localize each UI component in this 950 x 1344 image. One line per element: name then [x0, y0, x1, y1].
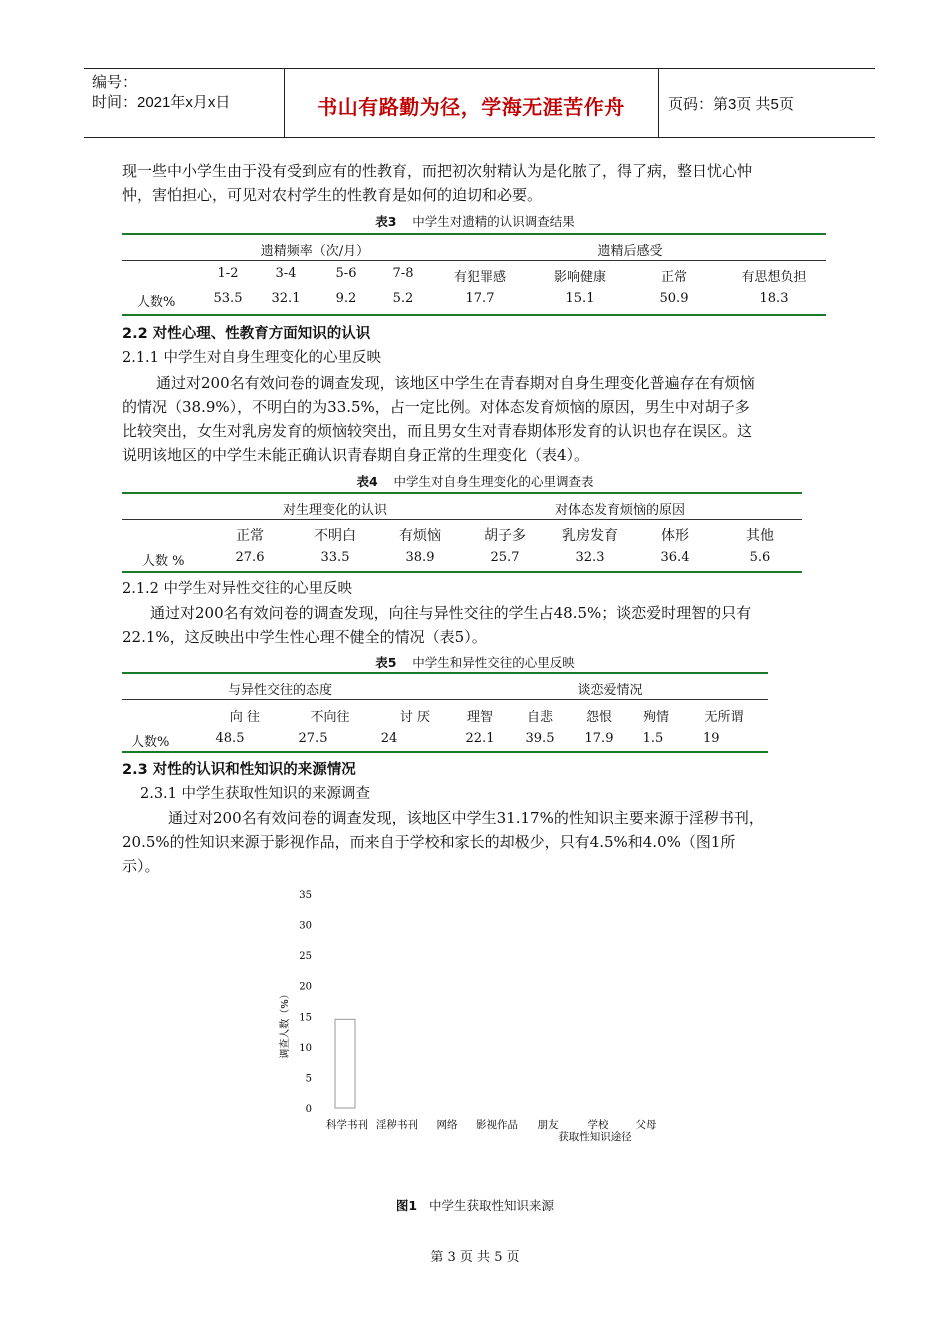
para-2-3-1-line: 示）。 — [122, 857, 160, 875]
table4-group2: 对体态发育烦恼的原因 — [554, 503, 685, 518]
para-2-3-1-line: 通过对200名有效问卷的调查发现，该地区中学生31.17%的性知识主要来源于淫秽书刊， — [168, 809, 764, 827]
table5-col: 无所谓 — [704, 710, 744, 725]
table5-cell: 39.5 — [525, 731, 555, 746]
table5-col: 殉情 — [642, 710, 669, 725]
x-axis-categories — [326, 1118, 657, 1131]
table4-cell: 27.6 — [235, 550, 265, 565]
table4-group1: 对生理变化的认识 — [282, 503, 387, 518]
section-2-3-heading: 2.3 对性的认识和性知识的来源情况 — [122, 762, 356, 778]
table4-col: 不明白 — [314, 528, 356, 544]
table4-col: 乳房发育 — [562, 528, 618, 544]
table4-bottom-rule — [122, 571, 802, 573]
para-2-1-1-line: 的情况（38.9%），不明白的为33.5%，占一定比例。对体态发育烦恼的原因，男生中对胡子多 — [122, 398, 750, 416]
table5-caption-num: 表5 — [375, 655, 397, 670]
table3-col: 有思想负担 — [741, 270, 807, 285]
y-tick-label: 15 — [299, 1012, 312, 1024]
table5-bottom-rule — [122, 751, 768, 753]
bar — [335, 1019, 355, 1108]
table5-group2: 谈恋爱情况 — [577, 683, 643, 698]
table4-caption-text: 中学生对自身生理变化的心里调查表 — [393, 474, 594, 489]
table3-cell: 17.7 — [465, 291, 495, 306]
x-category-label: 网络 — [436, 1119, 458, 1131]
table3-caption-num: 表3 — [375, 214, 397, 229]
page-label: 页码：第3页 共5页 — [668, 96, 794, 113]
table4-cell: 5.6 — [749, 550, 771, 565]
table4-cell: 25.7 — [490, 550, 520, 565]
x-category-label: 朋友 — [537, 1119, 559, 1131]
x-category-label: 淫秽书刊 — [376, 1119, 418, 1131]
figure1-caption-text: 中学生获取性知识来源 — [429, 1198, 555, 1213]
table3-col: 7-8 — [392, 266, 414, 281]
table3-col: 有犯罪感 — [453, 270, 506, 285]
table5-caption-text: 中学生和异性交往的心里反映 — [412, 655, 575, 670]
table3-cell: 5.2 — [392, 291, 414, 306]
time-label: 时间：2021年x月x日 — [92, 94, 231, 111]
table5-top-rule — [122, 672, 768, 674]
table4-caption-num: 表4 — [356, 474, 378, 489]
section-2-3-1-heading: 2.3.1 中学生获取性知识的来源调查 — [140, 786, 371, 802]
x-category-label: 父母 — [635, 1119, 657, 1131]
table3-cell: 53.5 — [213, 291, 243, 306]
table5-col: 不向往 — [310, 710, 350, 725]
x-axis-label: 获取性知识途径 — [558, 1131, 632, 1143]
section-2-1-2-heading: 2.1.2 中学生对异性交往的心里反映 — [122, 581, 353, 597]
table5-group1: 与异性交往的态度 — [227, 683, 332, 698]
page-header — [84, 68, 875, 138]
y-tick-label: 10 — [299, 1042, 312, 1054]
table3-col: 影响健康 — [553, 270, 606, 285]
table4-col: 其他 — [746, 528, 774, 544]
table3-mid-rule — [122, 260, 826, 261]
y-tick-label: 0 — [305, 1104, 312, 1115]
table5-cell: 19 — [703, 731, 720, 746]
table3-col: 1-2 — [217, 266, 239, 281]
para-2-1-1-line: 比较突出，女生对乳房发育的烦恼较突出，而且男女生对青春期体形发育的认识也存在误区。这 — [122, 422, 753, 440]
table4-col: 胡子多 — [484, 528, 526, 544]
table4-col: 正常 — [236, 528, 264, 544]
table5-row-label: 人数% — [131, 735, 170, 750]
para-2-1-2-line: 通过对200名有效问卷的调查发现，向往与异性交往的学生占48.5%；谈恋爱时理智的只有 — [150, 604, 752, 622]
x-category-label: 学校 — [587, 1119, 609, 1131]
y-tick-label: 35 — [299, 890, 312, 901]
intro-line-2: 忡，害怕担心，可见对农村学生的性教育是如何的迫切和必要。 — [122, 186, 543, 204]
table5-cell: 48.5 — [215, 731, 245, 746]
table3-group1: 遗精频率（次/月） — [260, 244, 370, 259]
motto: 书山有路勤为径，学海无涯苦作舟 — [317, 95, 625, 119]
table5-cell: 22.1 — [465, 731, 495, 746]
y-tick-label: 5 — [305, 1073, 312, 1085]
x-category-label: 影视作品 — [476, 1119, 518, 1131]
table3-caption-text: 中学生对遗精的认识调查结果 — [412, 214, 575, 229]
header-meta — [84, 69, 285, 137]
header-page-cell — [658, 69, 875, 137]
table5-cell: 17.9 — [584, 731, 614, 746]
section-2-1-1-heading: 2.1.1 中学生对自身生理变化的心里反映 — [122, 350, 382, 366]
table5-cell: 27.5 — [298, 731, 328, 746]
table3-caption — [0, 212, 950, 230]
table3-bottom-rule — [122, 314, 826, 316]
table4-cell: 36.4 — [660, 550, 690, 565]
table4-cell: 38.9 — [405, 550, 435, 565]
figure1-caption — [0, 1196, 950, 1214]
table4-row-label: 人数 % — [142, 554, 185, 569]
para-2-1-2-line: 22.1%，这反映出中学生性心理不健全的情况（表5）。 — [122, 628, 487, 646]
section-2-2-heading: 2.2 对性心理、性教育方面知识的认识 — [122, 326, 371, 342]
page-footer: 第 3 页 共 5 页 — [430, 1250, 520, 1265]
table3-cell: 18.3 — [759, 291, 789, 306]
para-2-3-1-line: 20.5%的性知识来源于影视作品，而来自于学校和家长的却极少，只有4.5%和4.0%（图1所 — [122, 833, 736, 851]
table5-col: 理智 — [466, 710, 493, 725]
table3-col: 3-4 — [275, 266, 297, 281]
table5-col: 怨恨 — [585, 710, 612, 725]
header-motto-cell — [284, 69, 659, 137]
table3-top-rule — [122, 233, 826, 235]
y-tick-label: 20 — [299, 981, 312, 993]
figure1-chart — [270, 878, 710, 1158]
table3-group2: 遗精后感受 — [597, 244, 663, 259]
table5-cell: 24 — [380, 731, 398, 746]
table4-top-rule — [122, 492, 802, 494]
table3-cell: 50.9 — [659, 291, 689, 306]
para-2-1-1-line: 说明该地区的中学生未能正确认识青春期自身正常的生理变化（表4）。 — [122, 446, 590, 464]
table5-col: 自悲 — [526, 710, 553, 725]
bar-group — [335, 1019, 355, 1108]
x-category-label: 科学书刊 — [326, 1119, 368, 1131]
table3-cell: 32.1 — [271, 291, 301, 306]
y-axis-ticks — [299, 890, 312, 1115]
table5-caption — [0, 653, 950, 671]
table3-cell: 15.1 — [565, 291, 595, 306]
table3-col: 正常 — [660, 270, 687, 285]
table5-col: 讨 厌 — [399, 710, 431, 725]
intro-line-1: 现一些中小学生由于没有受到应有的性教育，而把初次射精认为是化脓了，得了病，整日忧心忡 — [122, 162, 753, 180]
table4-caption — [0, 472, 950, 490]
table4-col: 体形 — [661, 528, 689, 544]
table3-col: 5-6 — [335, 266, 357, 281]
table3-cell: 9.2 — [335, 291, 357, 306]
table5-cell: 1.5 — [642, 731, 664, 746]
para-2-1-1-line: 通过对200名有效问卷的调查发现，该地区中学生在青春期对自身生理变化普遍存在有烦恼 — [156, 374, 755, 392]
figure1-caption-num: 图1 — [395, 1198, 418, 1213]
table4-cell: 32.3 — [575, 550, 605, 565]
y-axis-label: 调查人数（%） — [280, 989, 291, 1059]
table4-mid-rule — [122, 519, 802, 520]
table5-mid-rule — [122, 699, 768, 700]
table3-row-label: 人数% — [137, 295, 176, 310]
y-tick-label: 30 — [299, 920, 312, 932]
table4-cell: 33.5 — [320, 550, 350, 565]
table4-col: 有烦恼 — [399, 528, 441, 544]
y-tick-label: 25 — [299, 951, 312, 963]
number-label: 编号： — [92, 74, 138, 91]
table5-col: 向 往 — [229, 710, 261, 725]
